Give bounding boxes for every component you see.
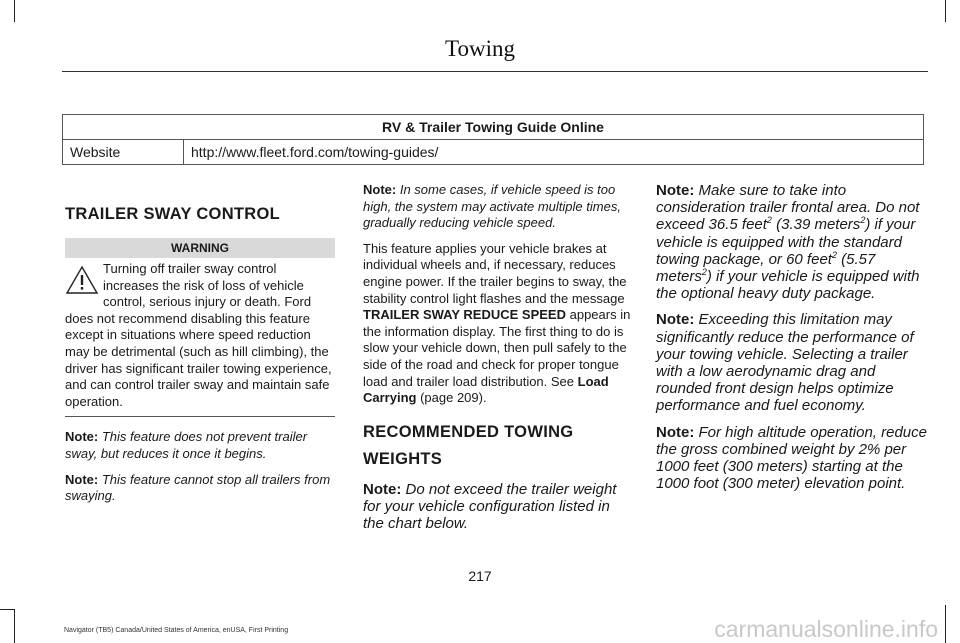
page-title: Towing [445, 36, 515, 61]
note-altitude: Note: For high altitude operation, reduce the gross combined weight by 2% per 1000 feet (300 meters) starting at the 1000 foot (300 meter) elevation point. [656, 423, 927, 493]
towing-guide-table [62, 114, 924, 165]
table-row [63, 140, 924, 165]
edition-footer: Navigator (TB5) Canada/United States of America, enUSA, First Printing [64, 627, 289, 634]
section-heading-towing-weights: RECOMMENDED TOWING WEIGHTS [363, 422, 574, 468]
crop-mark [0, 609, 14, 610]
section-heading-trailer-sway: TRAILER SWAY CONTROL [65, 205, 281, 223]
note-trailer-weight: Note: Do not exceed the trailer weight for your vehicle configuration listed in the chart below. [363, 480, 617, 533]
column-1 [65, 200, 335, 514]
column-3 [656, 182, 928, 501]
crop-mark [14, 0, 15, 22]
page-number: 217 [468, 568, 492, 584]
warning-rule [65, 416, 335, 417]
table-cell-label: Website [63, 140, 184, 165]
note-frontal-area: Note: Make sure to take into consideration trailer frontal area. Do not exceed 36.5 feet$^2$ (3.39 meters$^2$) if your vehicle is equipped with the standard towing package, or 60 feet$^2$ (5.57 meters$^2$) if your vehicle is equipped with the optional heavy duty package. [656, 182, 920, 303]
crop-mark [945, 0, 946, 22]
load-carrying-link[interactable]: Load Carrying [363, 373, 609, 406]
note-1: Note: This feature does not prevent trailer sway, but reduces it once it begins. [65, 429, 308, 461]
watermark: carmanualsonline.info [714, 616, 938, 642]
column-2 [363, 182, 631, 532]
crop-mark [945, 605, 946, 643]
warning-block [65, 261, 335, 410]
note-speed: Note: In some cases, if vehicle speed is too high, the system may activate multiple times, gradually reducing vehicle speed. [363, 182, 621, 231]
header-rule [62, 71, 928, 72]
table-cell-url[interactable]: http://www.fleet.ford.com/towing-guides/ [184, 140, 924, 165]
sway-paragraph: This feature applies your vehicle brakes at individual wheels and, if necessary, reduces engine power. If the trailer begins to sway, the stability control light flashes and the message TRAILER SWAY REDUCE SPEED appears in the information display. The first thing to do is slow your vehicle down, then pull safely to the side of the road and check for proper tongue load and trailer load distribution. See Load Carrying (page 209). [363, 240, 631, 406]
warning-text: Turning off trailer sway control increases the risk of loss of vehicle control, serious injury or death. Ford does not recommend disabling this feature except in situations where speed reduction may be detrimental (such as hill climbing), the driver has significant trailer towing experience, and can control trailer sway and maintain safe operation. [65, 261, 332, 409]
table-title: RV & Trailer Towing Guide Online [63, 115, 924, 140]
warning-label: WARNING [65, 238, 335, 258]
crop-mark [14, 609, 15, 643]
warning-triangle-icon [65, 265, 99, 295]
sway-message: TRAILER SWAY REDUCE SPEED [363, 307, 566, 323]
note-2: Note: This feature cannot stop all trailers from swaying. [65, 471, 331, 504]
note-limitation: Note: Exceeding this limitation may significantly reduce the performance of your towing vehicle. Selecting a trailer with a low aerodynamic drag and rounded front design helps optimize performance and fuel economy. [656, 311, 914, 415]
